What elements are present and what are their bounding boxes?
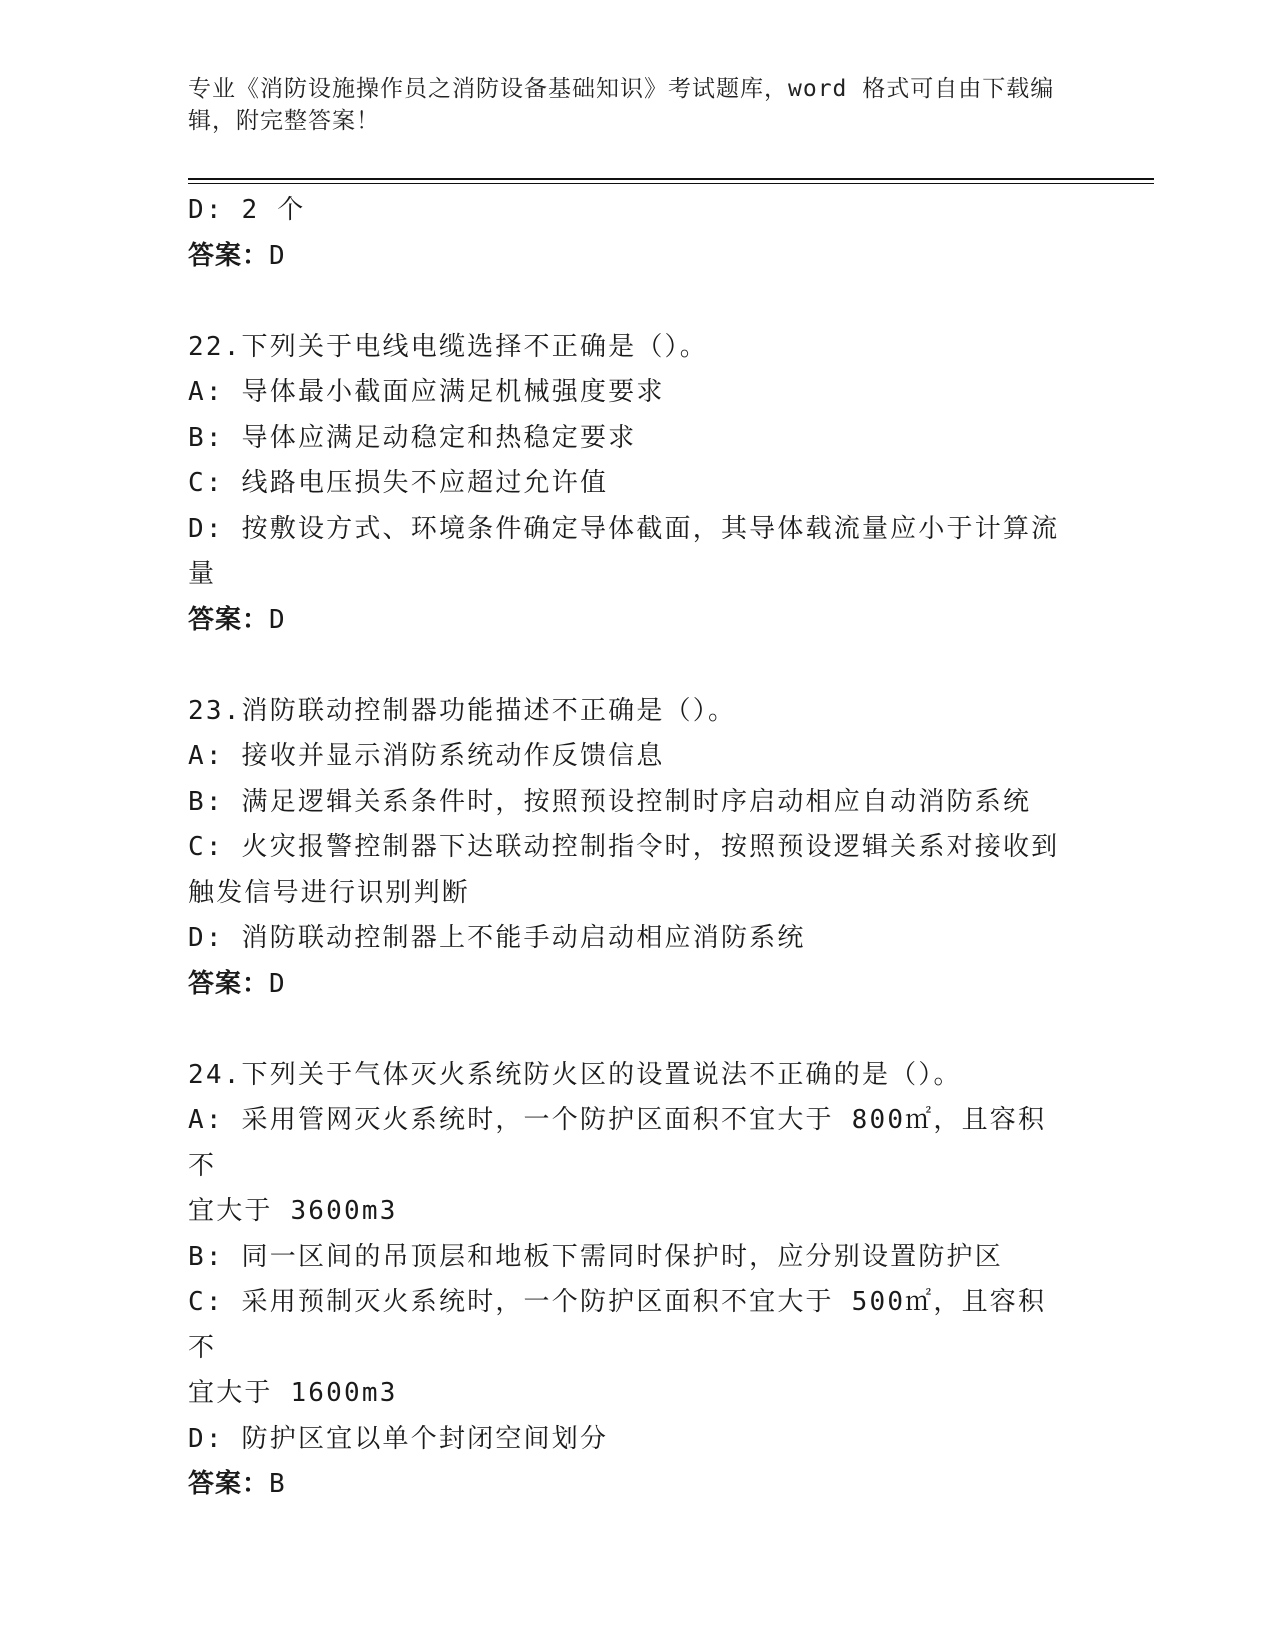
option-d: D: 消防联动控制器上不能手动启动相应消防系统 [188, 923, 806, 953]
answer-line [188, 1462, 1068, 1508]
option-c-continued: 触发信号进行识别判断 [188, 877, 471, 908]
header-divider-thick [188, 178, 1154, 180]
question-stem: 23.消防联动控制器功能描述不正确是（）。 [188, 695, 737, 726]
option-c: C: 线路电压损失不应超过允许值 [188, 468, 609, 498]
option-c: C: 采用预制灭火系统时，一个防护区面积不宜大于 500㎡，且容积不 [188, 1287, 1047, 1363]
question-22 [188, 325, 1068, 644]
option-a: A: 采用管网灭火系统时，一个防护区面积不宜大于 800㎡，且容积不 [188, 1105, 1047, 1181]
page-header [188, 73, 1068, 137]
option-b: B: 导体应满足动稳定和热稳定要求 [188, 422, 637, 453]
answer-label: 答案： [188, 604, 270, 635]
option-d-continued: 量 [188, 559, 217, 589]
header-divider-thin [188, 183, 1154, 184]
spacer [188, 1007, 1068, 1053]
question-stem: 24.下列关于气体灭火系统防火区的设置说法不正确的是（）。 [188, 1059, 962, 1090]
option-c-continued: 宜大于 1600m3 [188, 1378, 398, 1408]
previous-question-tail [188, 188, 1068, 279]
option-b: B: 满足逻辑关系条件时，按照预设控制时序启动相应自动消防系统 [188, 786, 1032, 817]
answer-value: D [269, 240, 287, 271]
answer-label: 答案： [188, 240, 270, 271]
option-d: D: 按敷设方式、环境条件确定导体截面，其导体载流量应小于计算流 [188, 513, 1060, 544]
answer-line [188, 962, 1068, 1008]
answer-line [188, 234, 1068, 280]
answer-label: 答案： [188, 968, 270, 999]
answer-value: B [269, 1469, 287, 1499]
option-a: A: 接收并显示消防系统动作反馈信息 [188, 741, 665, 771]
spacer [188, 279, 1068, 325]
answer-line [188, 598, 1068, 644]
header-line-1: 专业《消防设施操作员之消防设备基础知识》考试题库，word 格式可自由下载编 [188, 76, 1055, 102]
answer-value: D [269, 968, 287, 999]
answer-label: 答案： [188, 1469, 270, 1499]
option-a: A: 导体最小截面应满足机械强度要求 [188, 377, 665, 407]
spacer [188, 643, 1068, 689]
answer-value: D [269, 604, 287, 635]
header-line-2: 辑，附完整答案！ [188, 108, 380, 134]
question-content [188, 188, 1068, 1508]
option-a-continued: 宜大于 3600m3 [188, 1196, 398, 1226]
option-c: C: 火灾报警控制器下达联动控制指令时，按照预设逻辑关系对接收到 [188, 832, 1060, 862]
option-d: D: 2 个 [188, 195, 306, 225]
question-24 [188, 1053, 1068, 1508]
option-b: B: 同一区间的吊顶层和地板下需同时保护时，应分别设置防护区 [188, 1241, 1003, 1272]
question-23 [188, 689, 1068, 1008]
option-d: D: 防护区宜以单个封闭空间划分 [188, 1423, 609, 1454]
question-stem: 22.下列关于电线电缆选择不正确是（）。 [188, 331, 708, 362]
